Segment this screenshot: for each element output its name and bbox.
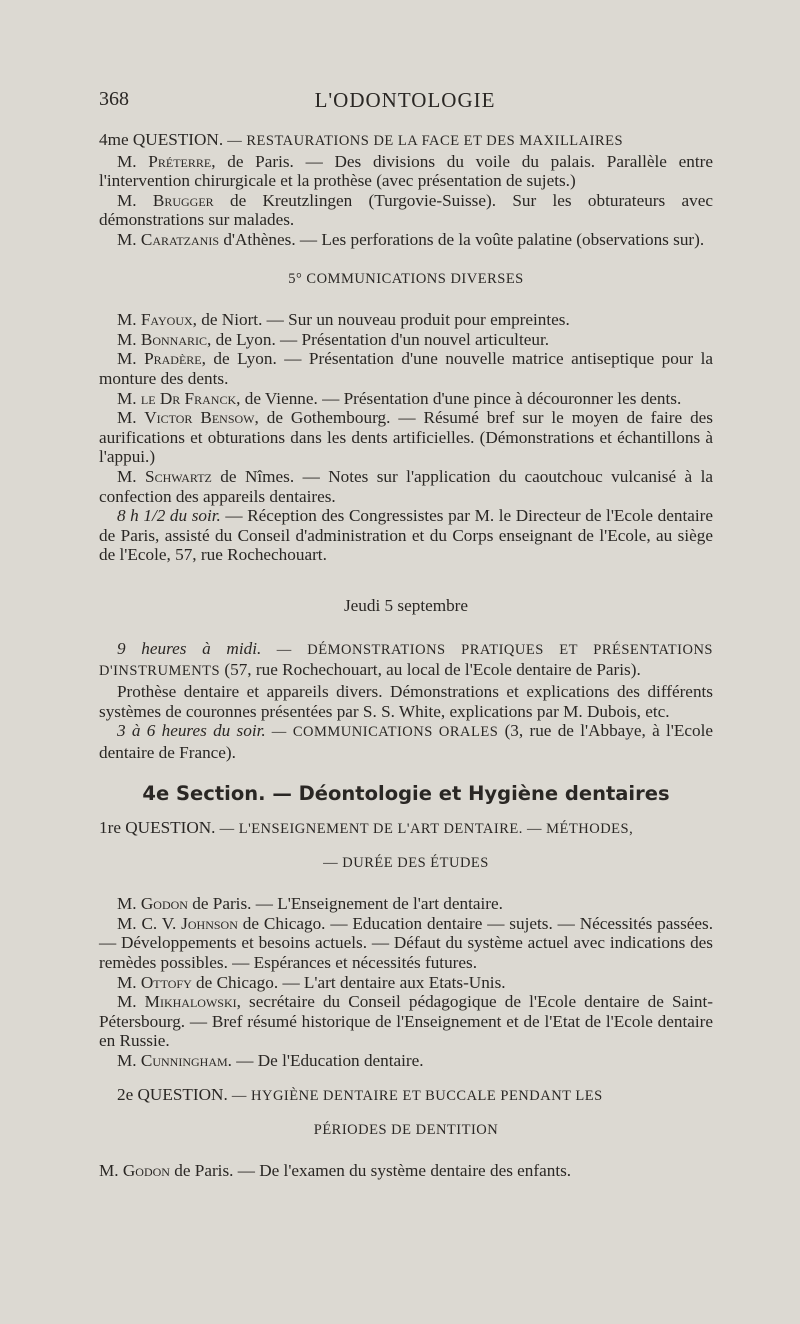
question-heading <box>99 130 713 152</box>
list-item <box>99 330 713 350</box>
reception-text: — Réception des Congressistes par M. le Directeur de l'Ecole dentaire de Paris, assisté du Conseil d'administration et du Corps enseignant de l'Ecole, au siège de l'Ecole, 57, rue Rochechouart. <box>99 506 713 565</box>
evening-title: — COMMUNICATIONS ORALES <box>265 724 499 741</box>
list-item <box>99 973 713 993</box>
list-item <box>99 1051 713 1071</box>
question-title: — HYGIÈNE DENTAIRE ET BUCCALE PENDANT LES <box>227 1087 603 1104</box>
morning-text: (57, rue Rochechouart, au local de l'Ecole dentaire de Paris). <box>220 660 641 680</box>
prothese-paragraph: Prothèse dentaire et appareils divers. Démonstrations et explications des différents systèmes de couronnes présentées par S. S. White, explications par M. Dubois, etc. <box>99 682 713 721</box>
entry-text: d'Athènes. — Les perforations de la voûte palatine (observations sur). <box>219 229 705 249</box>
entry-text: de Chicago. — Education dentaire — sujets. — Nécessités passées. — Développements et besoins actuels. — Défaut du système actuel avec indications des remèdes possibles. — Espérances et nécessités futures. <box>99 913 713 972</box>
page-body <box>99 130 713 1180</box>
entry-text: — De l'Education dentaire. <box>231 1050 424 1070</box>
entry-text: de Vienne. — Présentation d'une pince à découronner les dents. <box>240 388 682 408</box>
list-item <box>99 408 713 467</box>
running-head: L'ODONTOLOGIE <box>314 88 496 112</box>
list-item <box>99 1161 713 1181</box>
list-item <box>99 894 713 914</box>
section-title: 4e Section. — Déontologie et Hygiène dentaires <box>142 782 670 806</box>
speaker-name: M. le Dr Franck, <box>117 388 241 408</box>
entry-text: de Nîmes. — Notes sur l'application du caoutchouc vulcanisé à la confection des appareils dentaires. <box>99 466 713 506</box>
morning-time: 9 heures à midi. <box>117 638 262 658</box>
evening-paragraph <box>99 721 713 762</box>
entry-text: secrétaire du Conseil pédagogique de l'Ecole dentaire de Saint-Pétersbourg. — Bref résumé historique de l'Enseignement et de l'Etat de l'Ecole dentaire en Russie. <box>99 992 714 1051</box>
list-item <box>99 230 713 250</box>
list-item <box>99 914 713 973</box>
entry-text: de Chicago. — L'art dentaire aux Etats-Unis. <box>191 972 506 992</box>
speaker-name: M. Fayoux, <box>117 310 197 330</box>
page-header <box>99 88 711 118</box>
morning-paragraph <box>99 639 713 682</box>
list-item <box>99 349 713 388</box>
page-number: 368 <box>99 88 129 110</box>
reception-paragraph <box>99 506 713 565</box>
entry-text: de Kreutzlingen (Turgovie-Suisse). Sur les obturateurs avec démonstrations sur malades. <box>99 190 713 230</box>
speaker-name: M. Caratzanis <box>117 229 220 249</box>
entry-text: de Lyon. — Présentation d'une nouvelle matrice antiseptique pour la monture des dents. <box>99 349 714 388</box>
speaker-name: M. Pradère, <box>117 349 206 369</box>
question-title: — RESTAURATIONS DE LA FACE ET DES MAXILLAIRES <box>223 133 624 149</box>
entry-text: de Paris. — L'Enseignement de l'art dentaire. <box>187 894 503 914</box>
list-item <box>99 310 713 330</box>
question-heading <box>99 818 713 840</box>
entry-text: de Paris. — Des divisions du voile du palais. Parallèle entre l'intervention chirurgicale et la prothèse (avec présentation de sujets.) <box>99 151 713 191</box>
speaker-name: M. Mikhalowski, <box>117 992 241 1012</box>
speaker-name: M. Schwartz <box>117 466 212 486</box>
question-label: 2e QUESTION. <box>117 1084 228 1104</box>
speaker-name: M. Bonnaric, <box>117 329 212 349</box>
question-label: 4me QUESTION. <box>99 130 224 149</box>
speaker-name: M. Godon <box>117 894 188 914</box>
question-label: 1re QUESTION. <box>99 818 216 837</box>
morning-title: — DÉMONSTRATIONS PRATIQUES ET PRÉSENTATIONS D'INSTRUMENTS <box>99 641 713 680</box>
speaker-name: M. Brugger <box>117 190 214 210</box>
entry-text: de Gothembourg. — Résumé bref sur le moyen de faire des aurifications et obturations dans les dents artificielles. (Démonstrations et échantillons à l'appui.) <box>99 408 713 467</box>
question-title-continued: — DURÉE DES ÉTUDES <box>323 855 489 872</box>
subsection-title: 5° COMMUNICATIONS DIVERSES <box>288 271 524 288</box>
speaker-name: M. Godon <box>99 1160 170 1180</box>
speaker-name: M. Cunningham. <box>117 1050 232 1070</box>
list-item <box>99 191 713 230</box>
evening-text: (3, rue de l'Abbaye, à l'Ecole dentaire de France). <box>99 721 713 762</box>
evening-time: 3 à 6 heures du soir. <box>117 721 266 741</box>
list-item <box>99 152 713 191</box>
speaker-name: M. Ottofy <box>117 972 192 992</box>
speaker-name: M. C. V. Johnson <box>117 913 238 933</box>
question-title: — L'ENSEIGNEMENT DE L'ART DENTAIRE. — MÉTHODES, <box>215 821 634 837</box>
speaker-name: M. Victor Bensow, <box>117 408 259 428</box>
entry-text: de Lyon. — Présentation d'un nouvel articulteur. <box>211 329 550 349</box>
question-heading <box>99 1085 713 1107</box>
list-item <box>99 389 713 409</box>
list-item <box>99 467 713 506</box>
entry-text: de Niort. — Sur un nouveau produit pour empreintes. <box>196 310 570 330</box>
list-item <box>99 992 713 1051</box>
date-heading: Jeudi 5 septembre <box>343 596 469 616</box>
reception-time: 8 h 1/2 du soir. <box>117 506 221 526</box>
entry-text: de Paris. — De l'examen du système dentaire des enfants. <box>169 1160 572 1180</box>
question-title-continued: PÉRIODES DE DENTITION <box>313 1121 499 1138</box>
speaker-name: M. Préterre, <box>117 151 216 171</box>
